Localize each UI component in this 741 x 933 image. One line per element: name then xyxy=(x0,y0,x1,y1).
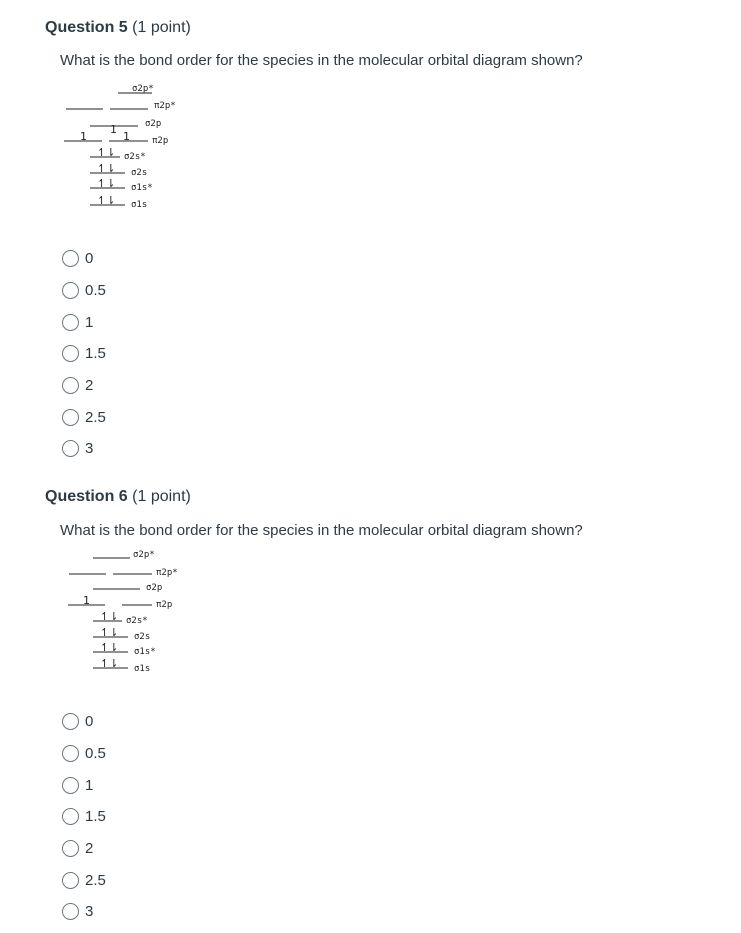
option-label: 0 xyxy=(85,713,94,731)
radio-button[interactable] xyxy=(62,872,79,889)
mo-diagram-svg xyxy=(60,545,220,680)
label-sigma2p: σ2p xyxy=(146,583,163,593)
question-6-options xyxy=(62,706,106,928)
option-label: 1 xyxy=(85,313,94,331)
option-label: 1 xyxy=(85,776,94,794)
answer-option[interactable] xyxy=(62,433,106,465)
radio-button[interactable] xyxy=(62,713,79,730)
answer-option[interactable] xyxy=(62,738,106,770)
electrons-sigma2p: 1 xyxy=(110,123,117,136)
option-label: 1.5 xyxy=(85,345,106,363)
option-label: 0 xyxy=(85,250,94,268)
option-label: 0.5 xyxy=(85,282,106,300)
question-5-options xyxy=(62,243,106,465)
label-sigma2p-star: σ2p* xyxy=(133,550,155,560)
option-label: 2.5 xyxy=(85,871,106,889)
question-number: Question 6 xyxy=(45,488,128,505)
electrons-sigma2s-star: ↿⇂ xyxy=(97,146,116,159)
radio-button[interactable] xyxy=(62,409,79,426)
radio-button[interactable] xyxy=(62,250,79,267)
question-number: Question 5 xyxy=(45,19,128,36)
label-sigma2s: σ2s xyxy=(131,168,148,178)
electrons-pi2p-a: 1 xyxy=(80,130,87,143)
electrons-pi2p-a: 1 xyxy=(83,594,90,607)
label-sigma1s: σ1s xyxy=(131,200,148,210)
mo-diagram-svg xyxy=(60,76,220,216)
question-5-title xyxy=(45,19,191,37)
option-label: 1.5 xyxy=(85,808,106,826)
answer-option[interactable] xyxy=(62,706,106,738)
electrons-pi2p-b: 1 xyxy=(123,130,130,143)
radio-button[interactable] xyxy=(62,840,79,857)
label-pi2p: π2p xyxy=(152,136,169,146)
option-label: 3 xyxy=(85,440,94,458)
mo-diagram-q5 xyxy=(60,76,220,216)
label-pi2p: π2p xyxy=(156,600,173,610)
electrons-sigma1s: ↿⇂ xyxy=(100,657,119,670)
label-sigma2s-star: σ2s* xyxy=(124,152,146,162)
radio-button[interactable] xyxy=(62,777,79,794)
radio-button[interactable] xyxy=(62,808,79,825)
electrons-sigma1s: ↿⇂ xyxy=(97,194,116,207)
electrons-sigma2s-star: ↿⇂ xyxy=(100,610,119,623)
radio-button[interactable] xyxy=(62,345,79,362)
electrons-sigma1s-star: ↿⇂ xyxy=(100,641,119,654)
option-label: 3 xyxy=(85,903,94,921)
label-pi2p-star: π2p* xyxy=(154,101,176,111)
question-5-prompt: What is the bond order for the species in the molecular orbital diagram shown? xyxy=(60,52,583,69)
answer-option[interactable] xyxy=(62,801,106,833)
radio-button[interactable] xyxy=(62,314,79,331)
answer-option[interactable] xyxy=(62,306,106,338)
option-label: 2 xyxy=(85,840,94,858)
answer-option[interactable] xyxy=(62,243,106,275)
answer-option[interactable] xyxy=(62,338,106,370)
option-label: 2 xyxy=(85,377,94,395)
answer-option[interactable] xyxy=(62,769,106,801)
label-sigma1s-star: σ1s* xyxy=(134,647,156,657)
radio-button[interactable] xyxy=(62,903,79,920)
electrons-sigma2s: ↿⇂ xyxy=(100,626,119,639)
question-6-prompt: What is the bond order for the species in the molecular orbital diagram shown? xyxy=(60,522,583,539)
answer-option[interactable] xyxy=(62,370,106,402)
label-sigma2s-star: σ2s* xyxy=(126,616,148,626)
label-sigma2s: σ2s xyxy=(134,632,151,642)
option-label: 2.5 xyxy=(85,408,106,426)
label-sigma1s-star: σ1s* xyxy=(131,183,153,193)
electrons-sigma1s-star: ↿⇂ xyxy=(97,177,116,190)
mo-diagram-q6 xyxy=(60,545,220,680)
label-pi2p-star: π2p* xyxy=(156,568,178,578)
question-points: (1 point) xyxy=(132,19,191,36)
electrons-sigma2s: ↿⇂ xyxy=(97,162,116,175)
answer-option[interactable] xyxy=(62,833,106,865)
radio-button[interactable] xyxy=(62,440,79,457)
question-points: (1 point) xyxy=(132,488,191,505)
option-label: 0.5 xyxy=(85,745,106,763)
radio-button[interactable] xyxy=(62,745,79,762)
answer-option[interactable] xyxy=(62,864,106,896)
answer-option[interactable] xyxy=(62,401,106,433)
label-sigma1s: σ1s xyxy=(134,664,151,674)
answer-option[interactable] xyxy=(62,275,106,307)
label-sigma2p: σ2p xyxy=(145,119,162,129)
radio-button[interactable] xyxy=(62,282,79,299)
label-sigma2p-star: σ2p* xyxy=(132,84,154,94)
radio-button[interactable] xyxy=(62,377,79,394)
question-6-title xyxy=(45,488,191,506)
answer-option[interactable] xyxy=(62,896,106,928)
